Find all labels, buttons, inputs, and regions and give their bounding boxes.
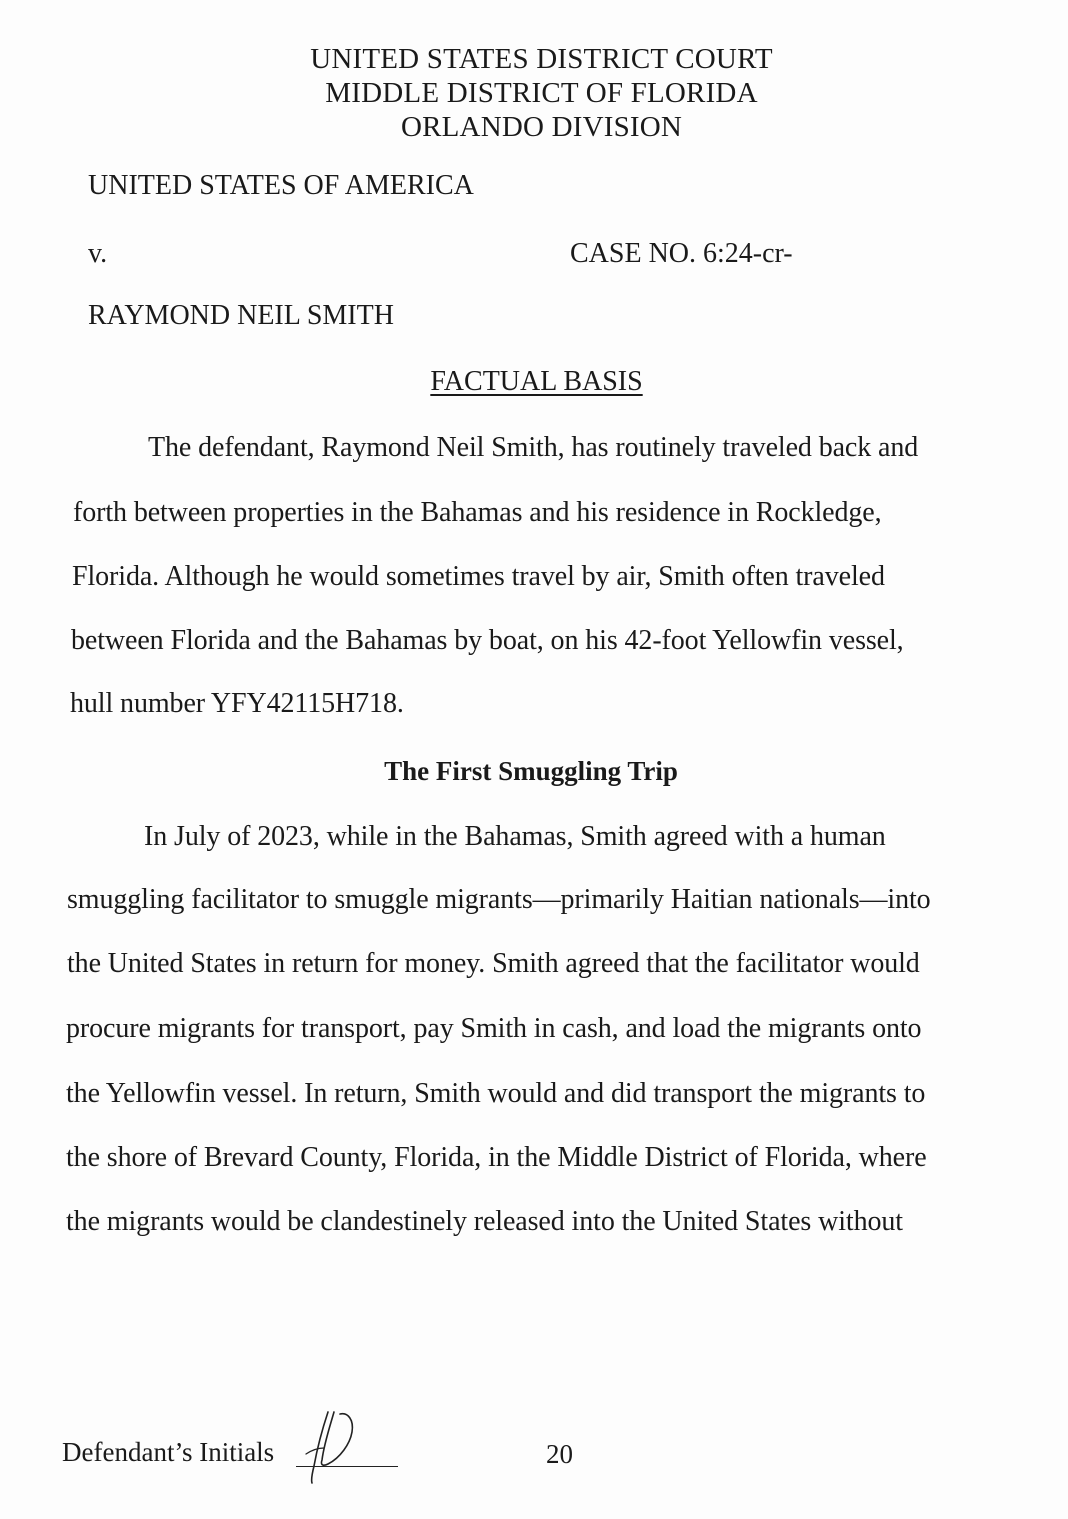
paragraph-2-line-1: In July of 2023, while in the Bahamas, Smith agreed with a human (144, 821, 886, 852)
paragraph-1-line-5: hull number YFY42115H718. (70, 688, 404, 719)
paragraph-1-line-3: Florida. Although he would sometimes travel by air, Smith often traveled (72, 561, 885, 592)
subheading: The First Smuggling Trip (384, 756, 678, 786)
section-title-text: FACTUAL BASIS (430, 366, 643, 397)
versus-marker: v. (88, 238, 108, 269)
initials-label: Defendant’s Initials (62, 1437, 275, 1467)
page-number: 20 (546, 1439, 573, 1469)
court-division: ORLANDO DIVISION (400, 111, 683, 143)
paragraph-2-line-5: the Yellowfin vessel. In return, Smith would and did transport the migrants to (66, 1078, 926, 1109)
case-number: CASE NO. 6:24-cr- (570, 238, 793, 269)
defendant-name: RAYMOND NEIL SMITH (88, 300, 394, 331)
handwritten-initials-icon (298, 1404, 368, 1484)
paragraph-2-line-2: smuggling facilitator to smuggle migrants—primarily Haitian nationals—into (67, 884, 931, 915)
paragraph-2-line-3: the United States in return for money. Smith agreed that the facilitator would (67, 948, 920, 979)
paragraph-1-line-1: The defendant, Raymond Neil Smith, has routinely traveled back and (148, 432, 919, 463)
court-district: MIDDLE DISTRICT OF FLORIDA (325, 77, 758, 109)
paragraph-1-line-4: between Florida and the Bahamas by boat, on his 42-foot Yellowfin vessel, (71, 625, 904, 656)
section-title (0, 366, 1068, 398)
paragraph-2-line-4: procure migrants for transport, pay Smith in cash, and load the migrants onto (66, 1013, 922, 1044)
paragraph-2-line-7: the migrants would be clandestinely released into the United States without (66, 1206, 903, 1237)
court-name: UNITED STATES DISTRICT COURT (310, 43, 773, 75)
paragraph-2-line-6: the shore of Brevard County, Florida, in the Middle District of Florida, where (66, 1142, 927, 1173)
plaintiff-name: UNITED STATES OF AMERICA (88, 170, 474, 201)
paragraph-1-line-2: forth between properties in the Bahamas and his residence in Rockledge, (73, 497, 882, 528)
court-header (0, 42, 1068, 144)
